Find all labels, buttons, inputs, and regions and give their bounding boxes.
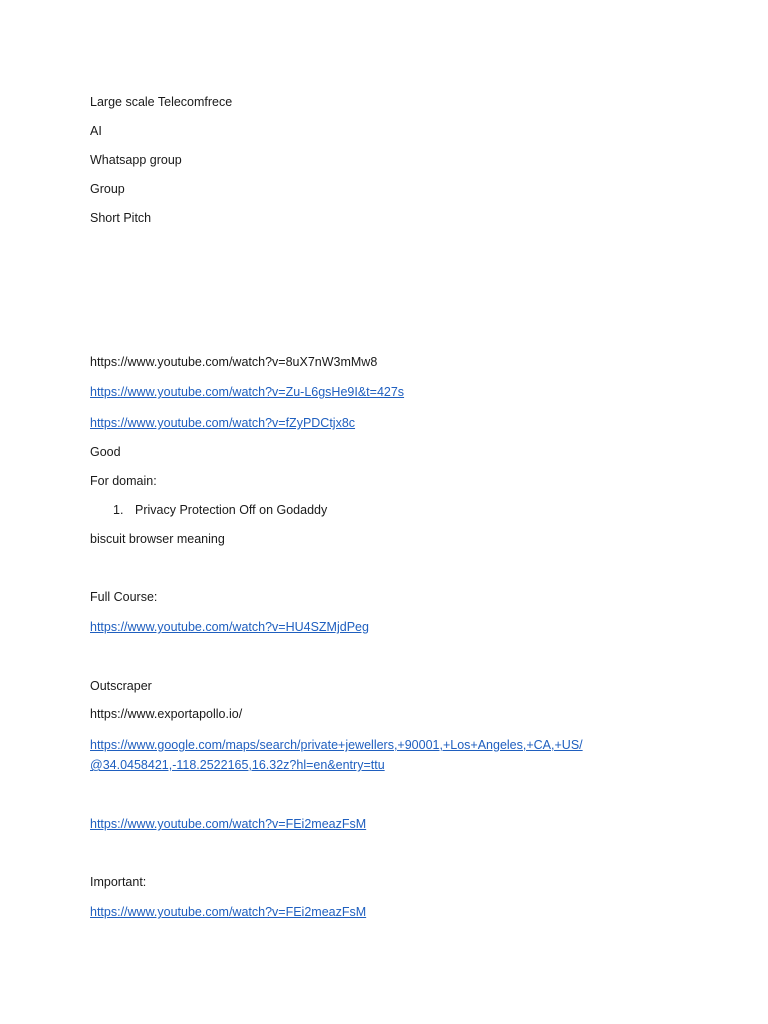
plain-url-text: https://www.exportapollo.io/: [90, 707, 243, 721]
hyperlink[interactable]: https://www.youtube.com/watch?v=FEi2meazFsM: [90, 905, 367, 919]
list-number: 1.: [113, 503, 124, 517]
text-line: Whatsapp group: [90, 153, 182, 167]
text-line: For domain:: [90, 474, 157, 488]
hyperlink[interactable]: https://www.youtube.com/watch?v=fZyPDCtjx8c: [90, 416, 356, 430]
text-line: biscuit browser meaning: [90, 532, 225, 546]
hyperlink[interactable]: https://www.youtube.com/watch?v=Zu-L6gsHe9I&t=427s: [90, 385, 405, 399]
hyperlink[interactable]: https://www.youtube.com/watch?v=FEi2meazFsM: [90, 817, 367, 831]
list-item-text: Privacy Protection Off on Godaddy: [135, 503, 328, 517]
text-line: Short Pitch: [90, 211, 152, 225]
text-line: Outscraper: [90, 679, 152, 693]
hyperlink[interactable]: https://www.youtube.com/watch?v=HU4SZMjdPeg: [90, 620, 369, 634]
text-line: Large scale Telecomfrece: [90, 95, 233, 109]
text-line: Important:: [90, 875, 147, 889]
text-line: Full Course:: [90, 590, 158, 604]
hyperlink[interactable]: @34.0458421,-118.2522165,16.32z?hl=en&entry=ttu: [90, 758, 385, 772]
hyperlink[interactable]: https://www.google.com/maps/search/private+jewellers,+90001,+Los+Angeles,+CA,+US/: [90, 738, 583, 752]
text-line: AI: [90, 124, 102, 138]
numbered-list-item: [113, 502, 327, 518]
text-line: Group: [90, 182, 125, 196]
text-line: Good: [90, 445, 121, 459]
plain-url-text: https://www.youtube.com/watch?v=8uX7nW3mMw8: [90, 355, 378, 369]
